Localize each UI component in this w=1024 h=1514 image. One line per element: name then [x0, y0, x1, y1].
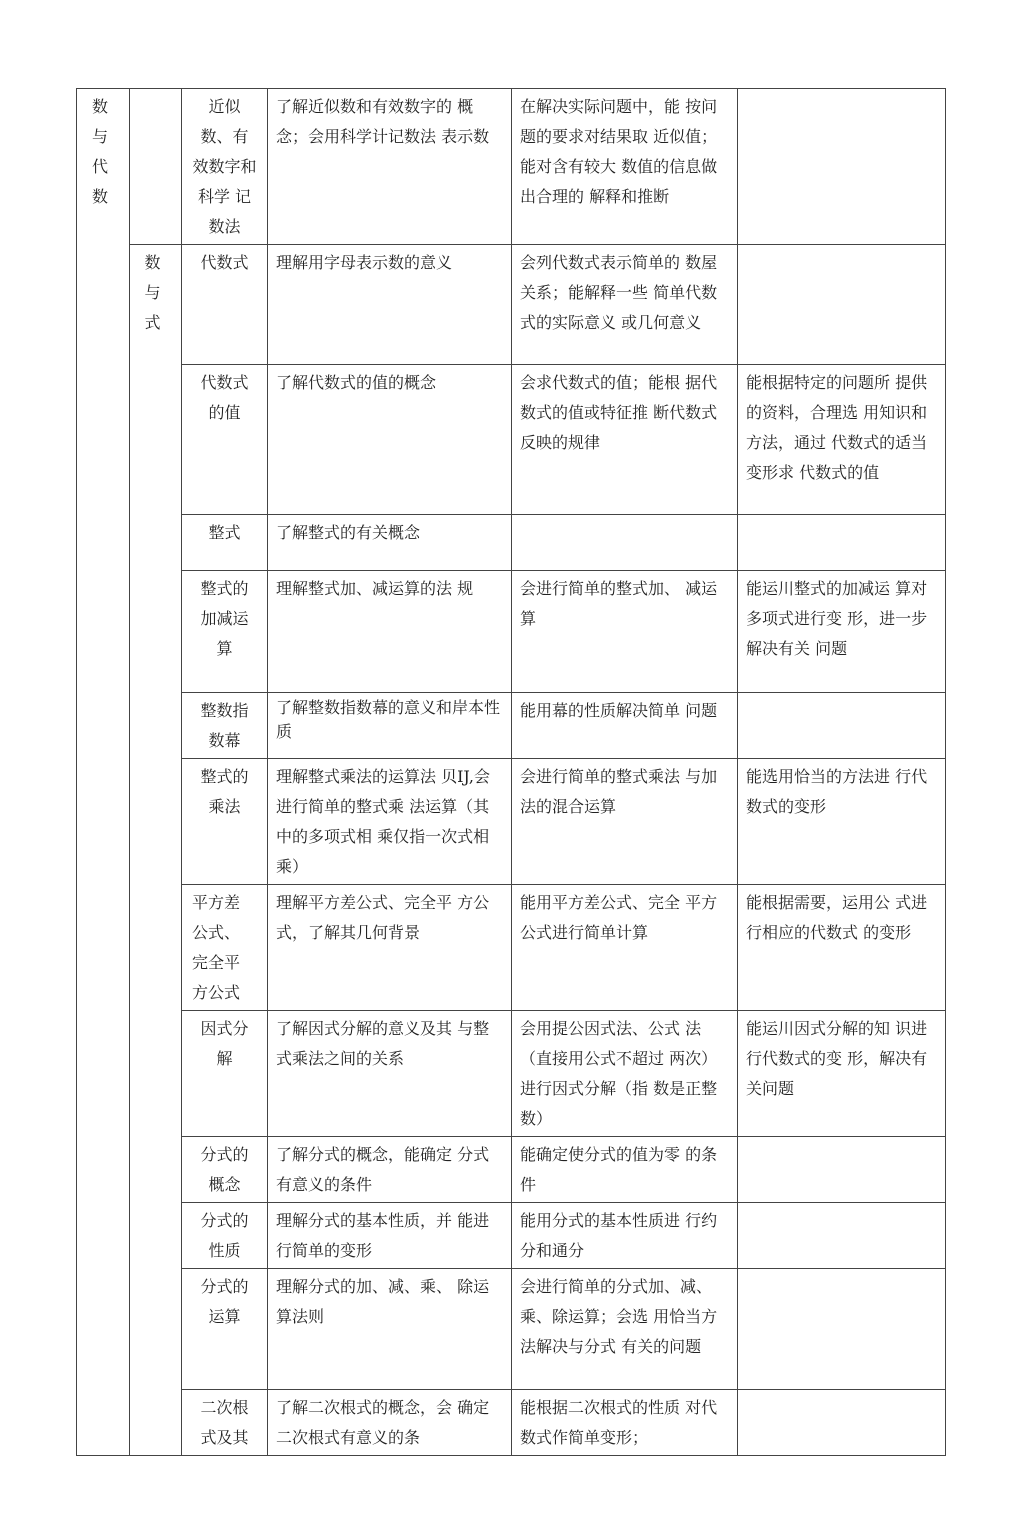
table-row	[77, 1390, 946, 1456]
subarea-cell	[130, 89, 182, 245]
master-cell: 会进行简单的整式加、 减运算	[512, 571, 738, 693]
apply-cell	[738, 245, 946, 365]
apply-cell: 能选用恰当的方法进 行代数式的变形	[738, 759, 946, 885]
area-cell: 数 与 代 数	[77, 89, 130, 1456]
master-cell: 会用提公因式法、公式 法（直接用公式不超过 两次）进行因式分解（指 数是正整数）	[512, 1011, 738, 1137]
master-cell: 能用幕的性质解决简单 问题	[512, 693, 738, 759]
table-row	[77, 515, 946, 571]
master-cell: 能用分式的基本性质进 行约分和通分	[512, 1203, 738, 1269]
master-cell: 会列代数式表示简单的 数屋关系；能解释一些 简单代数式的实际意义 或几何意义	[512, 245, 738, 365]
topic-cell: 整式的 乘法	[182, 759, 268, 885]
master-cell: 能用平方差公式、完全 平方公式进行简单计算	[512, 885, 738, 1011]
master-cell: 会进行简单的整式乘法 与加法的混合运算	[512, 759, 738, 885]
topic-cell: 分式的 概念	[182, 1137, 268, 1203]
table-row	[77, 1269, 946, 1390]
apply-cell	[738, 89, 946, 245]
table-row	[77, 885, 946, 1011]
understand-cell: 理解分式的基本性质，并 能进行简单的变形	[268, 1203, 512, 1269]
master-cell: 会进行简单的分式加、减、乘、除运算；会选 用恰当方法解决与分式 有关的问题	[512, 1269, 738, 1390]
apply-cell: 能运川整式的加减运 算对多项式进行变 形，进一步解决有关 问题	[738, 571, 946, 693]
understand-cell: 了解整数指数幕的意义和岸本性质	[268, 693, 512, 759]
topic-cell: 代数式	[182, 245, 268, 365]
apply-cell	[738, 1137, 946, 1203]
topic-cell: 整式的 加减运 算	[182, 571, 268, 693]
apply-cell	[738, 1390, 946, 1456]
understand-cell: 了解分式的概念，能确定 分式有意义的条件	[268, 1137, 512, 1203]
topic-cell: 二次根 式及其	[182, 1390, 268, 1456]
understand-cell: 理解用字母表示数的意义	[268, 245, 512, 365]
table-row	[77, 571, 946, 693]
subarea-cell: 数 与 式	[130, 245, 182, 1456]
master-cell	[512, 515, 738, 571]
topic-cell: 整数指 数幕	[182, 693, 268, 759]
table-row	[77, 1011, 946, 1137]
understand-cell: 理解平方差公式、完全平 方公式，了解其几何背景	[268, 885, 512, 1011]
apply-cell: 能根据特定的问题所 提供的资料，合理选 用知识和方法，通过 代数式的适当变形求 代数式的值	[738, 365, 946, 515]
table-row	[77, 1137, 946, 1203]
understand-cell: 了解二次根式的概念，会 确定二次根式有意义的条	[268, 1390, 512, 1456]
understand-cell: 理解整式加、减运算的法 规	[268, 571, 512, 693]
topic-cell: 近似 数、有 效数字和科学 记数法	[182, 89, 268, 245]
topic-cell: 整式	[182, 515, 268, 571]
topic-cell: 分式的 性质	[182, 1203, 268, 1269]
table-row	[77, 1203, 946, 1269]
master-cell: 会求代数式的值；能根 据代数式的值或特征推 断代数式反映的规律	[512, 365, 738, 515]
apply-cell	[738, 1269, 946, 1390]
topic-cell: 因式分 解	[182, 1011, 268, 1137]
topic-cell: 平方差 公式、 完全平 方公式	[182, 885, 268, 1011]
apply-cell: 能运川因式分解的知 识进行代数式的变 形，解决有关问题	[738, 1011, 946, 1137]
understand-cell: 了解近似数和有效数字的 概念；会用科学计记数法 表示数	[268, 89, 512, 245]
master-cell: 在解决实际问题中，能 按问题的要求对结果取 近似值；能对含有较大 数值的信息做出合理的 解释和推断	[512, 89, 738, 245]
apply-cell: 能根据需要，运用公 式进行相应的代数式 的变形	[738, 885, 946, 1011]
topic-cell: 代数式 的值	[182, 365, 268, 515]
table-row	[77, 89, 946, 245]
table-row	[77, 693, 946, 759]
curriculum-table	[76, 88, 946, 1456]
apply-cell	[738, 693, 946, 759]
understand-cell: 理解分式的加、减、乘、 除运算法则	[268, 1269, 512, 1390]
understand-cell: 了解代数式的值的概念	[268, 365, 512, 515]
table-row	[77, 245, 946, 365]
understand-cell: 理解整式乘法的运算法 贝IJ,会进行简单的整式乘 法运算（其中的多项式相 乘仅指一次式相乘）	[268, 759, 512, 885]
table-row	[77, 365, 946, 515]
understand-cell: 了解因式分解的意义及其 与整式乘法之间的关系	[268, 1011, 512, 1137]
apply-cell	[738, 1203, 946, 1269]
master-cell: 能根据二次根式的性质 对代数式作简单变形；	[512, 1390, 738, 1456]
apply-cell	[738, 515, 946, 571]
understand-cell: 了解整式的有关概念	[268, 515, 512, 571]
topic-cell: 分式的 运算	[182, 1269, 268, 1390]
master-cell: 能确定使分式的值为零 的条件	[512, 1137, 738, 1203]
table-row	[77, 759, 946, 885]
